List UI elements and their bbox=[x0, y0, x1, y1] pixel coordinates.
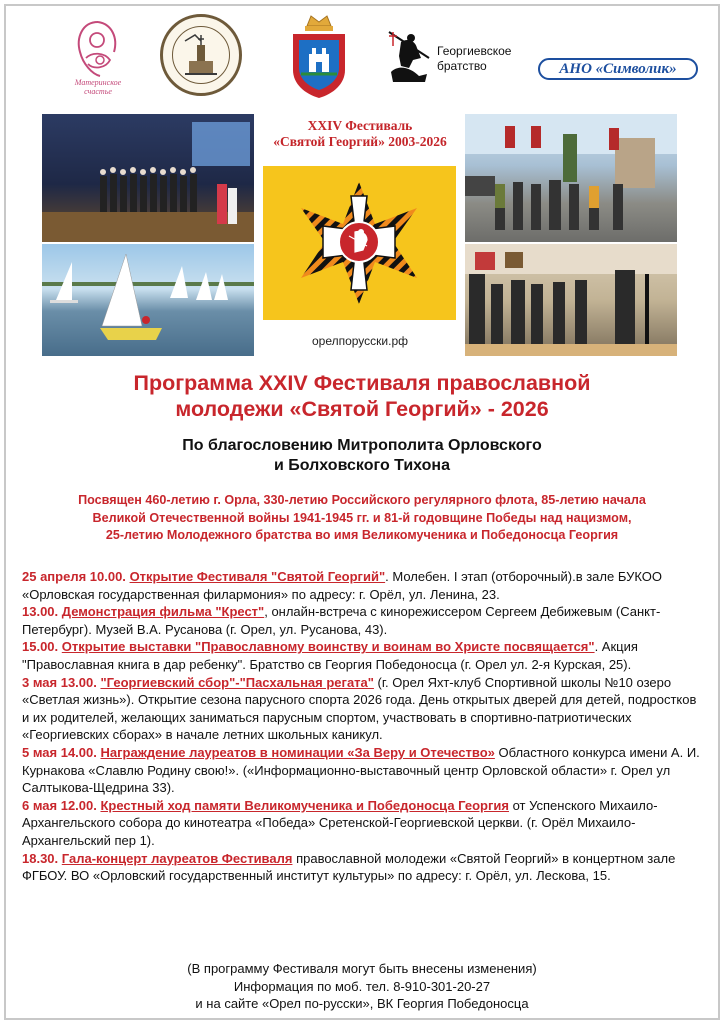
festival-header bbox=[256, 118, 464, 150]
church-icon bbox=[172, 26, 230, 84]
program-item bbox=[22, 568, 702, 603]
main-title-line1: Программа XXIV Фестиваля православной bbox=[133, 371, 591, 395]
program-event: Открытие выставки "Православному воинству и воинам во Христе посвящается" bbox=[61, 639, 595, 655]
festival-title-line2: «Святой Георгий» 2003-2026 bbox=[273, 134, 447, 149]
program-item bbox=[22, 744, 702, 797]
brotherhood-name-line1: Георгиевское bbox=[437, 44, 512, 58]
program-event: Гала-концерт лауреатов Фестиваля bbox=[61, 850, 293, 866]
program-details: , онлайн-встреча с кинорежиссером Сергеем Дебижевым (Санкт-Петербург). Музей В.А. Русанова (г. Орел, ул. Русанова, 43). bbox=[22, 604, 661, 637]
program-event: Крестный ход памяти Великомученика и Победоносца Георгия bbox=[100, 797, 509, 813]
program-item bbox=[22, 638, 702, 673]
website-label: орелпорусски.рф bbox=[311, 334, 409, 348]
program-list bbox=[22, 568, 702, 885]
brotherhood-name-line2: братство bbox=[437, 59, 487, 73]
program-event: "Георгиевский сбор"-"Пасхальная регата" bbox=[100, 674, 374, 690]
program-time: 18.30. bbox=[22, 850, 59, 866]
simvolik-logo: АНО «Символик» bbox=[538, 58, 698, 80]
st-george-icon bbox=[385, 28, 433, 84]
dedication-line1: Посвящен 460-летию г. Орла, 330-летию Российского регулярного флота, 85-летию начала bbox=[78, 493, 646, 507]
program-details: (г. Орел Яхт-клуб Спортивной школы №10 озеро «Светлая жизнь»). Открытие сезона парусного спорта 2026 года. День открытых дверей для детей, подростков и их родителей, желающих заниматься парусным спортом, участвовать в спортивно-патриотических «Георгиевских сборах» в начале летних школьных каникул. bbox=[22, 674, 697, 743]
blessing bbox=[0, 436, 724, 476]
program-time: 13.00. bbox=[22, 604, 59, 620]
program-details: . Акция "Православная книга в дар ребенку". Братство св Георгия Победоносца (г. Орел ул. 2-я Курская, 25). bbox=[22, 639, 638, 672]
mother-happiness-logo bbox=[62, 18, 134, 104]
program-time: 15.00. bbox=[22, 639, 59, 655]
dedication bbox=[20, 492, 704, 545]
georgievskoe-bratstvo-logo bbox=[385, 28, 525, 88]
program-item bbox=[22, 603, 702, 638]
main-title bbox=[0, 370, 724, 422]
blessing-line1: По благословению Митрополита Орловского bbox=[182, 437, 542, 454]
dedication-line2: Великой Отечественной войны 1941-1945 гг. и 81-й годовщине Победы над нацизмом, bbox=[92, 510, 632, 525]
photo-sailing-regatta bbox=[42, 244, 254, 356]
program-time: 3 мая 13.00. bbox=[22, 674, 97, 690]
program-details: от Успенского Михаило-Архангельского собора до кинотеатра «Победа» Сретенской-Георгиевской церкви. (г. Орёл Михаило-Архангельский пер 1). bbox=[22, 797, 658, 848]
dedication-line3: 25-летию Молодежного братства во имя Великомученика и Победоносца Георгия bbox=[105, 528, 619, 542]
program-event: Открытие Фестиваля "Святой Георгий" bbox=[129, 569, 386, 584]
logos-row bbox=[0, 10, 724, 105]
festival-title-line1: XXIV Фестиваль bbox=[307, 118, 413, 133]
program-item bbox=[22, 850, 702, 885]
oryol-coat-of-arms bbox=[287, 12, 351, 100]
program-item bbox=[22, 797, 702, 850]
program-time: 6 мая 12.00. bbox=[22, 797, 97, 813]
program-details: . Молебен. I этап (отборочный).в зале БУКОО «Орловская государственная филармония» по адресу: г. Орёл, ул. Ленина, 23. bbox=[22, 569, 662, 602]
main-title-line2: молодежи «Святой Георгий» - 2026 bbox=[175, 397, 549, 421]
footer-phone: Информация по моб. тел. 8-910-301-20-27 bbox=[233, 978, 491, 994]
program-time: 25 апреля 10.00. bbox=[22, 569, 126, 584]
program-details: православной молодежи «Святой Георгий» в концертном зале ФГБОУ. ВО «Орловский государственный институт культуры» по адресу: г. Орёл, ул. Лескова, 15. bbox=[22, 850, 676, 884]
program-details: Областного конкурса имени А. И. Курнакова «Славлю Родину свою!». («Информационно-выставочный центр Орловской области» г. Орел ул Салтыкова-Щедрина 33). bbox=[22, 744, 700, 796]
photo-procession-street bbox=[465, 114, 677, 242]
footer-site: и на сайте «Орел по-русски», ВК Георгия Победоносца bbox=[195, 996, 529, 1012]
photo-choir-stage bbox=[42, 114, 254, 242]
program-time: 5 мая 14.00. bbox=[22, 744, 97, 760]
blessing-line2: и Болховского Тихона bbox=[273, 457, 450, 474]
program-item bbox=[22, 674, 702, 744]
mother-logo-caption: Материнское счастье bbox=[74, 78, 122, 96]
program-event: Награждение лауреатов в номинации «За Веру и Отечество» bbox=[100, 744, 495, 760]
footer bbox=[0, 960, 724, 1013]
program-event: Демонстрация фильма "Крест" bbox=[61, 604, 265, 620]
mother-child-icon bbox=[70, 18, 126, 80]
photo-exhibition-hall bbox=[465, 244, 677, 356]
st-george-cross-emblem bbox=[263, 166, 456, 320]
church-seal-logo bbox=[160, 14, 242, 96]
brotherhood-name bbox=[437, 44, 511, 74]
footer-note: (В программу Фестиваля могут быть внесены изменения) bbox=[187, 961, 537, 976]
